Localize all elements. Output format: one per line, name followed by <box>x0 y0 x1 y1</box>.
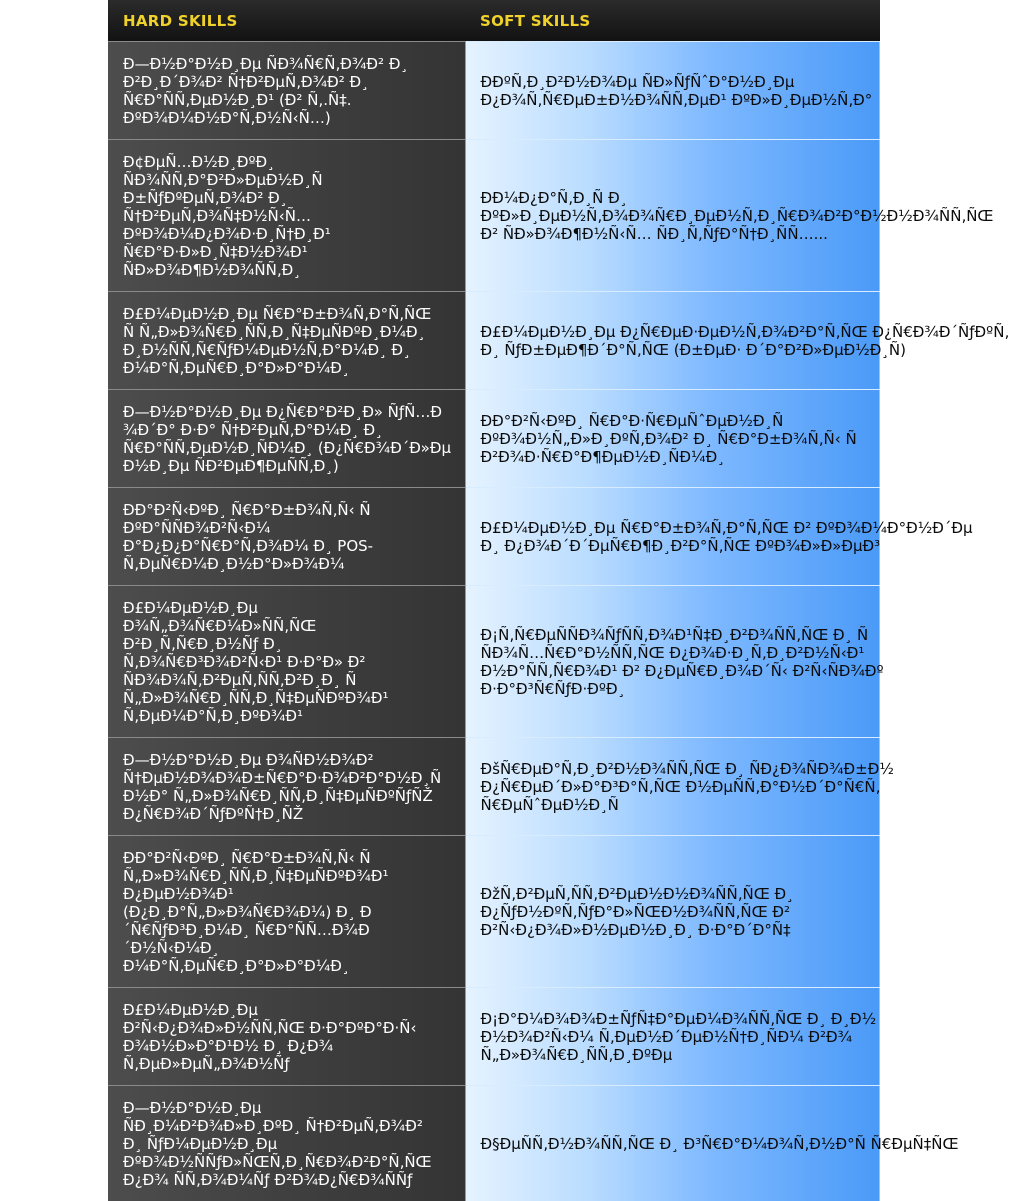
soft-skill-cell <box>465 836 880 988</box>
soft-skill-cell <box>465 738 880 836</box>
table-row <box>108 140 880 292</box>
hard-skill-cell <box>108 738 465 836</box>
soft-skill-text: ÐÐºÑ‚Ð¸Ð²Ð½Ð¾Ðµ ÑÐ»ÑƒÑˆÐ°Ð½Ð¸Ðµ Ð¿Ð¾Ñ‚Ñ€ÐµÐ±Ð½Ð¾ÑÑ‚ÐµÐ¹ ÐºÐ»Ð¸ÐµÐ½Ñ‚Ð° <box>481 73 881 109</box>
table-row <box>108 292 880 390</box>
hard-skill-text: Ð£Ð¼ÐµÐ½Ð¸Ðµ Ñ€Ð°Ð±Ð¾Ñ‚Ð°Ñ‚ÑŒ Ñ Ñ„Ð»Ð¾Ñ€Ð¸ÑÑ‚Ð¸Ñ‡ÐµÑÐºÐ¸Ð¼Ð¸ Ð¸Ð½ÑÑ‚Ñ€ÑƒÐ¼ÐµÐ½Ñ‚Ð°Ð¼Ð¸ Ð¸ Ð¼Ð°Ñ‚ÐµÑ€Ð¸Ð°Ð»Ð°Ð¼Ð¸ <box>123 305 457 377</box>
soft-skill-cell <box>465 390 880 488</box>
hard-skill-cell <box>108 292 465 390</box>
table-row <box>108 488 880 586</box>
soft-skill-text: ÐžÑ‚Ð²ÐµÑ‚ÑÑ‚Ð²ÐµÐ½Ð½Ð¾ÑÑ‚ÑŒ Ð¸ Ð¿ÑƒÐ½ÐºÑ‚ÑƒÐ°Ð»ÑŒÐ½Ð¾ÑÑ‚ÑŒ Ð² Ð²Ñ‹Ð¿Ð¾Ð»Ð½ÐµÐ½Ð¸Ð¸ Ð·Ð°Ð´Ð°Ñ‡ <box>481 885 881 939</box>
soft-skill-cell <box>465 140 880 292</box>
table-row <box>108 586 880 738</box>
table-body <box>108 42 880 1201</box>
soft-skill-cell <box>465 586 880 738</box>
soft-skill-text: Ð¡Ð°Ð¼Ð¾Ð¾Ð±ÑƒÑ‡Ð°ÐµÐ¼Ð¾ÑÑ‚ÑŒ Ð¸ Ð¸Ð½ Ð½Ð¾Ð²Ñ‹Ð¼ Ñ‚ÐµÐ½Ð´ÐµÐ½Ñ†Ð¸ÑÐ¼ Ð²Ð¾ Ñ„Ð»Ð¾Ñ€Ð¸ÑÑ‚Ð¸ÐºÐµ <box>481 1010 881 1064</box>
table-header <box>108 0 880 42</box>
soft-skill-cell <box>465 488 880 586</box>
hard-skill-text: Ð—Ð½Ð°Ð½Ð¸Ðµ ÑÐ¸Ð¼Ð²Ð¾Ð»Ð¸ÐºÐ¸ Ñ†Ð²ÐµÑ‚Ð¾Ð² Ð¸ ÑƒÐ¼ÐµÐ½Ð¸Ðµ ÐºÐ¾Ð½ÑÑƒÐ»ÑŒÑ‚Ð¸Ñ€Ð¾Ð²Ð°Ñ‚ÑŒ Ð¿Ð¾ ÑÑ‚Ð¾Ð¼Ñƒ Ð²Ð¾Ð¿Ñ€Ð¾ÑÑƒ <box>123 1099 457 1189</box>
soft-skill-text: ÐÐ¼Ð¿Ð°Ñ‚Ð¸Ñ Ð¸ ÐºÐ»Ð¸ÐµÐ½Ñ‚Ð¾Ð¾Ñ€Ð¸ÐµÐ½Ñ‚Ð¸Ñ€Ð¾Ð²Ð°Ð½Ð½Ð¾ÑÑ‚ÑŒ Ð² ÑÐ»Ð¾Ð¶Ð½Ñ‹Ñ… ÑÐ¸Ñ‚ÑƒÐ°Ñ†Ð¸ÑÑ…... <box>481 189 881 243</box>
soft-skill-cell <box>465 42 880 140</box>
skills-table <box>108 0 880 1201</box>
hard-skill-cell <box>108 836 465 988</box>
hard-skill-cell <box>108 140 465 292</box>
soft-skill-text: ÐšÑ€ÐµÐ°Ñ‚Ð¸Ð²Ð½Ð¾ÑÑ‚ÑŒ Ð¸ ÑÐ¿Ð¾ÑÐ¾Ð±Ð½ Ð¿Ñ€ÐµÐ´Ð»Ð°Ð³Ð°Ñ‚ÑŒ Ð½ÐµÑÑ‚Ð°Ð½Ð´Ð°Ñ€Ñ‚ Ñ€ÐµÑˆÐµÐ½Ð¸Ñ <box>481 760 881 814</box>
hard-skill-text: Ð£Ð¼ÐµÐ½Ð¸Ðµ Ð¾Ñ„Ð¾Ñ€Ð¼Ð»ÑÑ‚ÑŒ Ð²Ð¸Ñ‚Ñ€Ð¸Ð½Ñƒ Ð¸ Ñ‚Ð¾Ñ€Ð³Ð¾Ð²Ñ‹Ð¹ Ð·Ð°Ð» Ð² ÑÐ¾Ð¾Ñ‚Ð²ÐµÑ‚ÑÑ‚Ð²Ð¸Ð¸ Ñ Ñ„Ð»Ð¾Ñ€Ð¸ÑÑ‚Ð¸Ñ‡ÐµÑÐºÐ¾Ð¹ Ñ‚ÐµÐ¼Ð°Ñ‚Ð¸ÐºÐ¾Ð¹ <box>123 599 457 725</box>
table-row <box>108 1086 880 1201</box>
hard-skill-cell <box>108 390 465 488</box>
hard-skill-text: Ð—Ð½Ð°Ð½Ð¸Ðµ Ð¿Ñ€Ð°Ð²Ð¸Ð» ÑƒÑ…Ð¾Ð´Ð° Ð·Ð° Ñ†Ð²ÐµÑ‚Ð°Ð¼Ð¸ Ð¸ Ñ€Ð°ÑÑ‚ÐµÐ½Ð¸ÑÐ¼Ð¸ (Ð¿Ñ€Ð¾Ð´Ð»ÐµÐ½Ð¸Ðµ ÑÐ²ÐµÐ¶ÐµÑÑ‚Ð¸) <box>123 403 457 475</box>
table-row <box>108 836 880 988</box>
skills-table-container <box>108 0 880 1200</box>
soft-skill-text: ÐÐ°Ð²Ñ‹ÐºÐ¸ Ñ€Ð°Ð·Ñ€ÐµÑˆÐµÐ½Ð¸Ñ ÐºÐ¾Ð½Ñ„Ð»Ð¸ÐºÑ‚Ð¾Ð² Ð¸ Ñ€Ð°Ð±Ð¾Ñ‚Ñ‹ Ñ Ð²Ð¾Ð·Ñ€Ð°Ð¶ÐµÐ½Ð¸ÑÐ¼Ð¸ <box>481 412 881 466</box>
table-row <box>108 390 880 488</box>
hard-skill-cell <box>108 488 465 586</box>
hard-skill-cell <box>108 988 465 1086</box>
hard-skill-text: Ð£Ð¼ÐµÐ½Ð¸Ðµ Ð²Ñ‹Ð¿Ð¾Ð»Ð½ÑÑ‚ÑŒ Ð·Ð°ÐºÐ°Ð·Ñ‹ Ð¾Ð½Ð»Ð°Ð¹Ð½ Ð¸ Ð¿Ð¾ Ñ‚ÐµÐ»ÐµÑ„Ð¾Ð½Ñƒ <box>123 1001 457 1073</box>
soft-skill-cell <box>465 988 880 1086</box>
soft-skill-text: Ð£Ð¼ÐµÐ½Ð¸Ðµ Ñ€Ð°Ð±Ð¾Ñ‚Ð°Ñ‚ÑŒ Ð² ÐºÐ¾Ð¼Ð°Ð½Ð´Ðµ Ð¸ Ð¿Ð¾Ð´Ð´ÐµÑ€Ð¶Ð¸Ð²Ð°Ñ‚ÑŒ ÐºÐ¾Ð»Ð»ÐµÐ³ <box>481 519 881 555</box>
hard-skill-cell <box>108 42 465 140</box>
hard-skill-text: ÐÐ°Ð²Ñ‹ÐºÐ¸ Ñ€Ð°Ð±Ð¾Ñ‚Ñ‹ Ñ Ñ„Ð»Ð¾Ñ€Ð¸ÑÑ‚Ð¸Ñ‡ÐµÑÐºÐ¾Ð¹ Ð¿ÐµÐ½Ð¾Ð¹ (Ð¿Ð¸Ð°Ñ„Ð»Ð¾Ñ€Ð¾Ð¼) Ð¸ Ð ´Ñ€ÑƒÐ³Ð¸Ð¼Ð¸ Ñ€Ð°ÑÑ…Ð¾Ð ´Ð½Ñ‹Ð¼Ð¸ Ð¼Ð°Ñ‚ÐµÑ€Ð¸Ð°Ð»Ð°Ð¼Ð¸ <box>123 849 457 975</box>
soft-skill-text: Ð§ÐµÑÑ‚Ð½Ð¾ÑÑ‚ÑŒ Ð¸ Ð³Ñ€Ð°Ð¼Ð¾Ñ‚Ð½Ð°Ñ Ñ€ÐµÑ‡ÑŒ <box>481 1135 881 1153</box>
table-row <box>108 42 880 140</box>
hard-skill-text: Ð—Ð½Ð°Ð½Ð¸Ðµ Ð¾ÑÐ½Ð¾Ð² Ñ†ÐµÐ½Ð¾Ð¾Ð±Ñ€Ð°Ð·Ð¾Ð²Ð°Ð½Ð¸Ñ Ð½Ð° Ñ„Ð»Ð¾Ñ€Ð¸ÑÑ‚Ð¸Ñ‡ÐµÑÐºÑƒÑŽ Ð¿Ñ€Ð¾Ð´ÑƒÐºÑ†Ð¸ÑŽ <box>123 751 457 823</box>
hard-skills-header: HARD SKILLS <box>108 0 465 42</box>
soft-skill-cell <box>465 1086 880 1201</box>
soft-skill-cell <box>465 292 880 390</box>
hard-skill-text: Ð¢ÐµÑ…Ð½Ð¸ÐºÐ¸ ÑÐ¾ÑÑ‚Ð°Ð²Ð»ÐµÐ½Ð¸Ñ Ð±ÑƒÐºÐµÑ‚Ð¾Ð² Ð¸ Ñ†Ð²ÐµÑ‚Ð¾Ñ‡Ð½Ñ‹Ñ… ÐºÐ¾Ð¼Ð¿Ð¾Ð·Ð¸Ñ†Ð¸Ð¹ Ñ€Ð°Ð·Ð»Ð¸Ñ‡Ð½Ð¾Ð¹ ÑÐ»Ð¾Ð¶Ð½Ð¾ÑÑ‚Ð¸ <box>123 153 457 279</box>
soft-skill-text: Ð¡Ñ‚Ñ€ÐµÑÑÐ¾ÑƒÑÑ‚Ð¾Ð¹Ñ‡Ð¸Ð²Ð¾ÑÑ‚ÑŒ Ð¸ Ñ ÑÐ¾Ñ…Ñ€Ð°Ð½ÑÑ‚ÑŒ Ð¿Ð¾Ð·Ð¸Ñ‚Ð¸Ð²Ð½Ñ‹Ð¹ Ð½Ð°ÑÑ‚Ñ€Ð¾Ð¹ Ð² Ð¿ÐµÑ€Ð¸Ð¾Ð´Ñ‹ Ð²Ñ‹ÑÐ¾Ðº Ð·Ð°Ð³Ñ€ÑƒÐ·ÐºÐ¸ <box>481 626 881 698</box>
hard-skill-text: Ð—Ð½Ð°Ð½Ð¸Ðµ ÑÐ¾Ñ€Ñ‚Ð¾Ð² Ð¸ Ð²Ð¸Ð´Ð¾Ð² Ñ†Ð²ÐµÑ‚Ð¾Ð² Ð¸ Ñ€Ð°ÑÑ‚ÐµÐ½Ð¸Ð¹ (Ð² Ñ‚.Ñ‡. ÐºÐ¾Ð¼Ð½Ð°Ñ‚Ð½Ñ‹Ñ…) <box>123 55 457 127</box>
soft-skills-header: SOFT SKILLS <box>465 0 880 42</box>
soft-skill-text: Ð£Ð¼ÐµÐ½Ð¸Ðµ Ð¿Ñ€ÐµÐ·ÐµÐ½Ñ‚Ð¾Ð²Ð°Ñ‚ÑŒ Ð¿Ñ€Ð¾Ð´ÑƒÐºÑ‚ Ð¸ ÑƒÐ±ÐµÐ¶Ð´Ð°Ñ‚ÑŒ (Ð±ÐµÐ· Ð´Ð°Ð²Ð»ÐµÐ½Ð¸Ñ) <box>481 323 881 359</box>
table-row <box>108 738 880 836</box>
header-row <box>108 0 880 42</box>
table-row <box>108 988 880 1086</box>
hard-skill-cell <box>108 586 465 738</box>
hard-skill-text: ÐÐ°Ð²Ñ‹ÐºÐ¸ Ñ€Ð°Ð±Ð¾Ñ‚Ñ‹ Ñ ÐºÐ°ÑÑÐ¾Ð²Ñ‹Ð¼ Ð°Ð¿Ð¿Ð°Ñ€Ð°Ñ‚Ð¾Ð¼ Ð¸ POS- Ñ‚ÐµÑ€Ð¼Ð¸Ð½Ð°Ð»Ð¾Ð¼ <box>123 501 457 573</box>
hard-skill-cell <box>108 1086 465 1201</box>
